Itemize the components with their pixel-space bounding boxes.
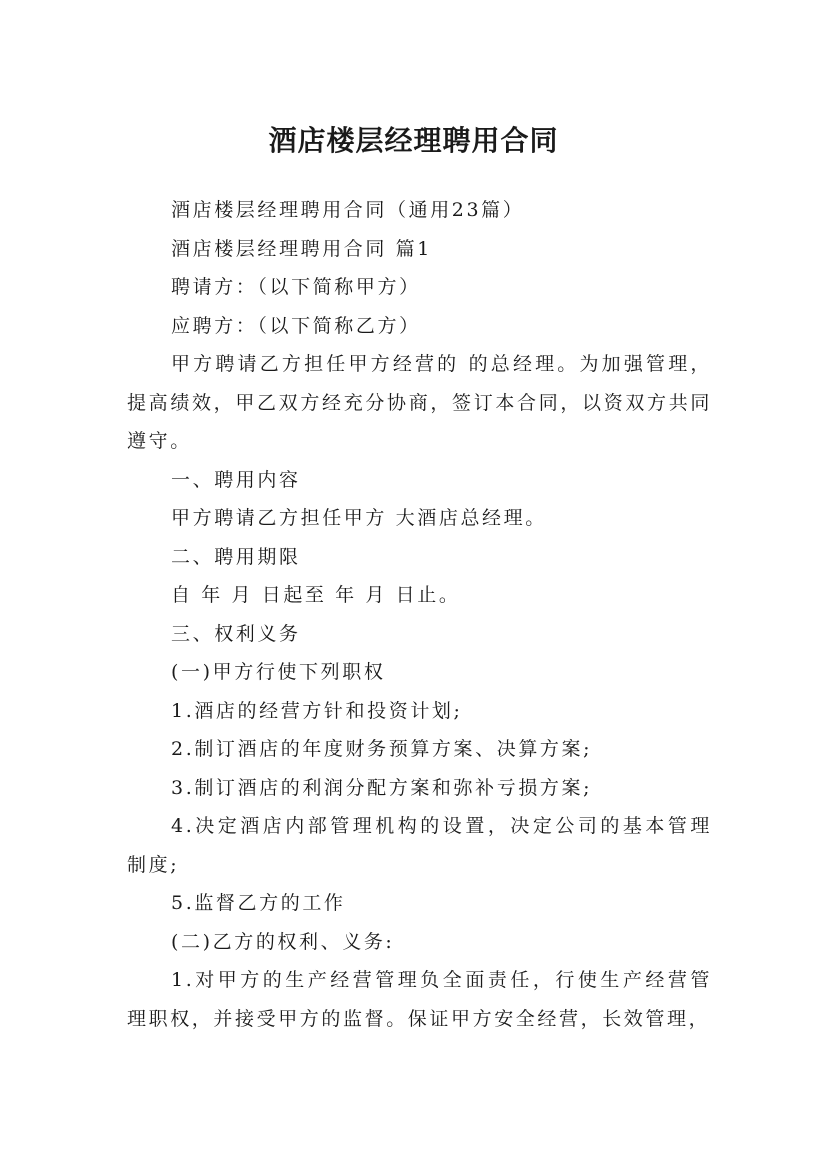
list-item: 4.决定酒店内部管理机构的设置，决定公司的基本管理制度; [127,815,712,876]
paragraph-section-heading: 酒店楼层经理聘用合同 篇1 [171,237,432,260]
paragraph-subtitle: 酒店楼层经理聘用合同（通用23篇） [171,199,525,221]
list-item: 1.对甲方的生产经营管理负全面责任，行使生产经营管理职权，并接受甲方的监督。保证甲方安全经营，长效管理， [127,969,712,1030]
document-title: 酒店楼层经理聘用合同 [268,123,559,157]
heading-employee-rights: (二)乙方的权利、义务: [171,930,395,953]
paragraph-employee: 应聘方：（以下简称乙方） [171,314,421,337]
paragraph-employment-content: 甲方聘请乙方担任甲方 大酒店总经理。 [171,507,547,529]
list-item: 1.酒店的经营方针和投资计划; [171,699,463,722]
list-item: 5.监督乙方的工作 [171,892,346,914]
paragraph-employment-term: 自 年 月 日起至 年 月 日止。 [171,584,461,606]
document-body [127,191,712,1038]
heading-employment-term: 二、聘用期限 [171,545,301,568]
heading-employer-powers: (一)甲方行使下列职权 [171,661,386,683]
list-item: 3.制订酒店的利润分配方案和弥补亏损方案; [171,776,593,799]
paragraph-employer: 聘请方：（以下简称甲方） [171,276,421,298]
heading-employment-content: 一、聘用内容 [171,468,301,491]
heading-rights-obligations: 三、权利义务 [171,622,301,645]
paragraph-intro: 甲方聘请乙方担任甲方经营的 的总经理。为加强管理，提高绩效，甲乙双方经充分协商，签订本合同，以资双方共同遵守。 [127,353,712,452]
list-item: 2.制订酒店的年度财务预算方案、决算方案; [171,738,593,760]
